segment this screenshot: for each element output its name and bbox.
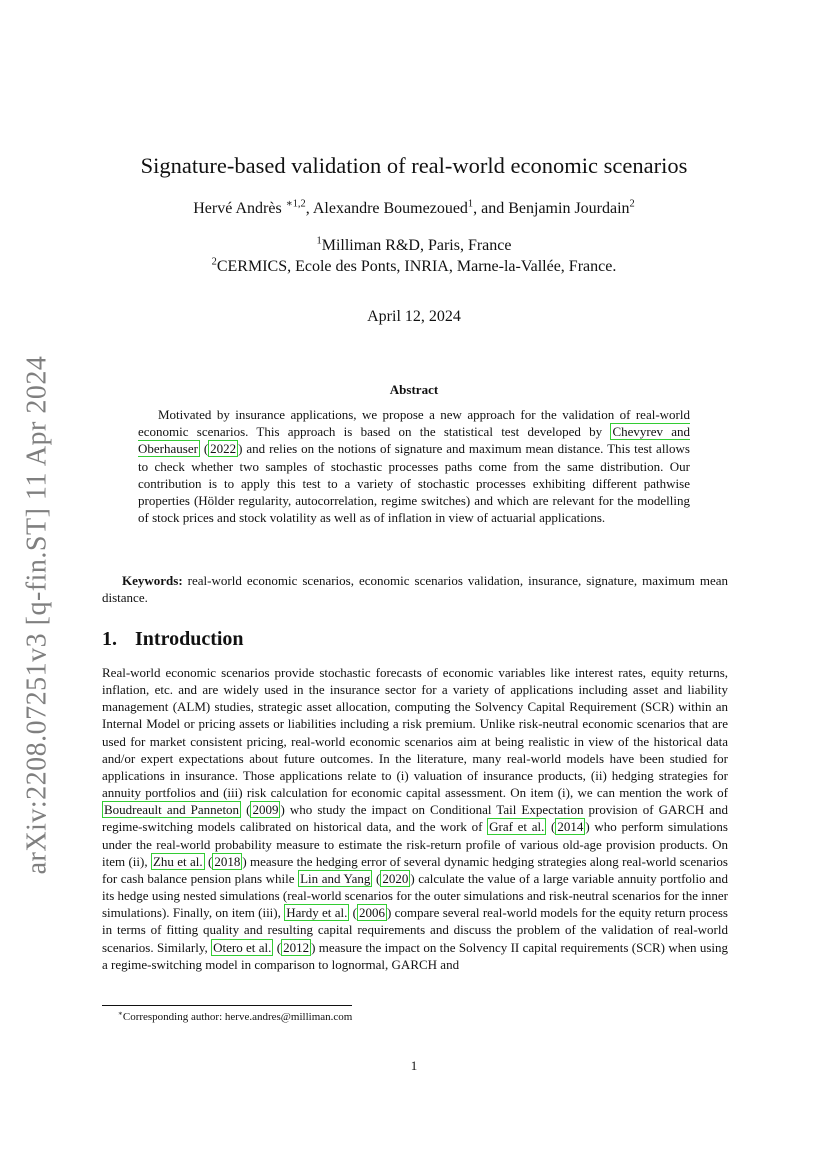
paragraph-text: who study the impact on Conditional Tail Expectation provision of GARCH and regime-switching models calibrated on historical data, and the work of — [102, 802, 728, 835]
author-affiliation-mark: ∗1,2 — [285, 198, 306, 210]
citation-link[interactable]: Otero et al. — [213, 939, 272, 955]
citation-year-link[interactable]: 2006 — [359, 905, 385, 921]
citation-year-link[interactable]: 2020 — [382, 870, 409, 886]
paragraph-text: compare several real-world models for the equity return process in terms of fitting quality and resulting capital requirements and discuss the problem of the validation of real-world scenarios. Similarly, — [102, 905, 728, 955]
citation-link[interactable]: Zhu et al. — [152, 853, 203, 869]
keywords — [102, 572, 728, 606]
citation-year-link[interactable]: 2014 — [557, 819, 584, 835]
abstract-text-part: Motivated by insurance applications, we propose a new approach for the validation of real-world economic scenarios. This approach is based on the statistical test developed by — [138, 407, 690, 440]
footnote-mark: ∗ — [118, 1009, 123, 1018]
affiliation — [0, 258, 828, 276]
arxiv-identifier-text: arXiv:2208.07251v3 [q-fin.ST] 11 Apr 2024 — [21, 355, 52, 875]
paragraph-text: measure the hedging error of several dynamic hedging strategies along real-world scenarios for cash balance pension plans while — [102, 853, 728, 886]
paragraph-text: calculate the value of a large variable annuity portfolio and its hedge using nested simulations (real-world scenarios for the outer simulations and risk-neutral scenarios for the inner simulations). Finally, on item (iii), — [102, 870, 728, 921]
paper-date: April 12, 2024 — [367, 308, 461, 325]
affiliation-mark: 1 — [316, 235, 322, 247]
affiliation-text: Milliman R&D, Paris, France — [321, 237, 512, 254]
citation-year-link[interactable]: 2012 — [283, 939, 310, 955]
paragraph-text: measure the impact on the Solvency II capital requirements (SCR) when using a regime-switching model in comparison to lognormal, GARCH and — [102, 939, 728, 972]
footnote-text: Corresponding author: herve.andres@milliman.com — [122, 1011, 353, 1023]
author-name: Benjamin Jourdain — [508, 200, 630, 217]
citation-link[interactable]: Chevyrev and Oberhauser — [138, 424, 691, 457]
affiliation-text: CERMICS, Ecole des Ponts, INRIA, Marne-la-Vallée, France. — [216, 258, 617, 275]
keywords-label: Keywords: — [122, 573, 183, 588]
citation-year-link[interactable]: 2022 — [210, 441, 237, 457]
affiliation — [0, 237, 828, 255]
author-name: Hervé Andrès — [193, 200, 282, 217]
citation-year-link[interactable]: 2009 — [252, 802, 279, 818]
abstract-text: Motivated by insurance applications, we propose a new approach for the validation of real-world economic scenarios. This approach is based on the statistical test developed by Chevyrev and Oberhauser ( 2022 ) and relies on the notions of signature and maximum mean distance. This test allows to check whether two samples of stochastic processes paths come from the same distribution. Our contribution is to apply this test to a variety of stochastic processes exhibiting different pathwise properties (Hölder regularity, autocorrelation, regime switches) and which are relevant for the modelling of stock prices and stock volatility as well as of inflation in view of actuarial applications. — [138, 407, 691, 526]
introduction-paragraph: Real-world economic scenarios provide stochastic forecasts of economic variables like interest rates, equity returns, inflation, etc. and are widely used in the insurance sector for a variety of applications including asset and liability management (ALM) studies, strategic asset allocation, computing the Solvency Capital Requirement (SCR) within an Internal Model or pricing assets or liabilities including a risk premium. Unlike risk-neutral economic scenarios that are used for market consistent pricing, real-world economic scenarios aim at being realistic in view of the historical data and/or expert expectations about future outcomes. In the literature, many real-world models have been studied for applications in insurance. Those applications relate to (i) valuation of insurance products, (ii) hedging strategies for annuity portfolios and (iii) risk calculation for economic capital assessment. On item (i), we can mention the work of Boudreault and Panneton ( 2009 ) who study the impact on Conditional Tail Expectation provision of GARCH and regime-switching models calibrated on historical data, and the work of Graf et al. ( 2014 ) who perform simulations under the real-world probability measure to estimate the risk-return profile of various old-age provision products. On item (ii), Zhu et al. ( 2018 ) measure the hedging error of several dynamic hedging strategies along real-world scenarios for cash balance pension plans while Lin and Yang ( 2020 ) calculate the value of a large variable annuity portfolio and its hedge using nested simulations (real-world scenarios for the outer simulations and risk-neutral scenarios for the inner simulations). Finally, on item (iii), Hardy et al. ( 2006 ) compare several real-world models for the equity return process in terms of fitting quality and resulting capital requirements and discuss the problem of the validation of real-world scenarios. Similarly, Otero et al. ( 2012 ) measure the impact on the Solvency II capital requirements (SCR) when using a regime-switching model in comparison to lognormal, GARCH and — [102, 665, 728, 972]
author-list — [0, 200, 828, 218]
citation-link[interactable]: Graf et al. — [489, 819, 545, 835]
citation-link[interactable]: Boudreault and Panneton — [104, 802, 240, 818]
abstract-text-part: and relies on the notions of signature and maximum mean distance. This test allows to check whether two samples of stochastic processes paths come from the same distribution. Our contribution is to apply this test to a variety of stochastic processes exhibiting different pathwise properties (Hölder regularity, autocorrelation, regime switches) and which are relevant for the modelling of stock prices and stock volatility as well as of inflation in view of actuarial applications. — [138, 441, 690, 526]
author-separator: , — [305, 200, 313, 217]
paragraph-text: Real-world economic scenarios provide stochastic forecasts of economic variables like interest rates, equity returns, inflation, etc. and are widely used in the insurance sector for a variety of applications including asset and liability management (ALM) studies, strategic asset allocation, computing the Solvency Capital Requirement (SCR) within an Internal Model or pricing assets or liabilities including a risk premium. Unlike risk-neutral economic scenarios that are used for market consistent pricing, real-world economic scenarios aim at being realistic in view of the historical data and/or expert expectations about future outcomes. In the literature, many real-world models have been studied for applications in insurance. Those applications relate to (i) valuation of insurance products, (ii) hedging strategies for annuity portfolios and (iii) risk calculation for economic capital assessment. On item (i), we can mention the work of — [102, 665, 728, 801]
footnote — [118, 1011, 352, 1023]
affiliation-mark: 2 — [211, 256, 217, 268]
section-heading — [102, 628, 244, 651]
citation-year-link[interactable]: 2018 — [214, 853, 241, 869]
citation-link[interactable]: Hardy et al. — [286, 905, 348, 921]
author-name: Alexandre Boumezoued — [312, 200, 468, 217]
keywords-text: real-world economic scenarios, economic scenarios validation, insurance, signature, maximum mean distance. — [102, 573, 728, 606]
paper-title: Signature-based validation of real-world economic scenarios — [140, 153, 688, 178]
section-title: Introduction — [135, 628, 244, 650]
author-affiliation-mark: 1 — [467, 198, 474, 210]
section-number: 1. — [102, 628, 117, 650]
page-number: 1 — [410, 1058, 418, 1073]
arxiv-identifier-stamp — [18, 355, 56, 875]
author-affiliation-mark: 2 — [629, 198, 635, 210]
footnote-divider — [102, 1005, 352, 1006]
abstract-heading: Abstract — [389, 382, 439, 397]
citation-link[interactable]: Lin and Yang — [300, 870, 371, 886]
paragraph-text: who perform simulations under the real-world probability measure to estimate the risk-return profile of various old-age provision products. On item (ii), — [102, 819, 728, 869]
author-separator: , and — [473, 200, 509, 217]
